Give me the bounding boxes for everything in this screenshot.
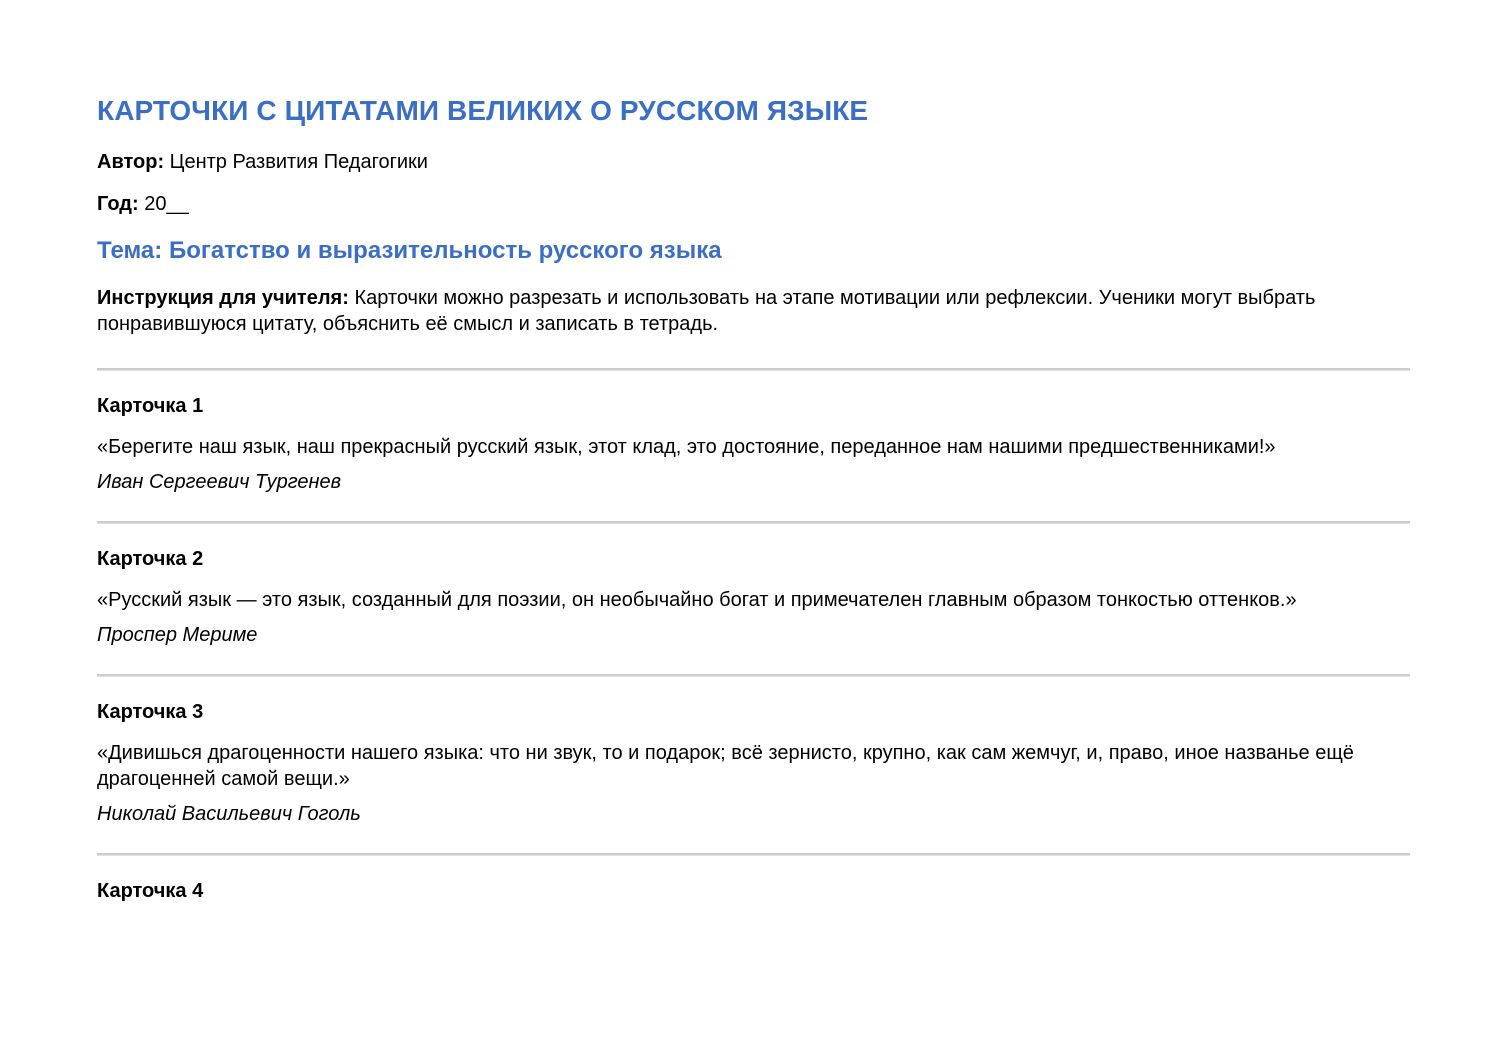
year-label: Год:	[97, 193, 139, 215]
card-4	[97, 878, 1410, 904]
card-title: Карточка 2	[97, 548, 204, 570]
divider	[97, 521, 1410, 524]
document-title: КАРТОЧКИ С ЦИТАТАМИ ВЕЛИКИХ О РУССКОМ ЯЗЫКЕ	[97, 95, 869, 126]
divider	[97, 853, 1410, 856]
author-line	[97, 149, 1410, 175]
card-title: Карточка 4	[97, 880, 204, 902]
card-author: Проспер Мериме	[97, 624, 258, 646]
instruction-text: Карточки можно разрезать и использовать на этапе мотивации или рефлексии. Ученики могут выбрать понравившуюся цитату, объяснить её смысл и записать в тетрадь.	[97, 287, 1316, 335]
card-quote: «Дивишься драгоценности нашего языка: что ни звук, то и подарок; всё зернисто, крупно, как сам жемчуг, и, право, иное названье ещё драгоценней самой вещи.»	[97, 742, 1354, 790]
teacher-instruction	[97, 285, 1410, 337]
card-title: Карточка 1	[97, 395, 204, 417]
document-page	[97, 93, 1410, 904]
card-author: Николай Васильевич Гоголь	[97, 803, 361, 825]
card-title: Карточка 3	[97, 701, 204, 723]
year-value: 20__	[144, 193, 189, 215]
card-quote: «Русский язык — это язык, созданный для поэзии, он необычайно богат и примечателен главным образом тонкостью оттенков.»	[97, 589, 1297, 611]
card-author: Иван Сергеевич Тургенев	[97, 471, 342, 493]
card-quote: «Берегите наш язык, наш прекрасный русский язык, этот клад, это достояние, переданное нам нашими предшественниками!»	[97, 436, 1276, 458]
card-1	[97, 393, 1410, 524]
card-2	[97, 546, 1410, 677]
divider	[97, 674, 1410, 677]
divider	[97, 368, 1410, 371]
author-label: Автор:	[97, 151, 165, 173]
card-3	[97, 699, 1410, 856]
author-value: Центр Развития Педагогики	[169, 151, 428, 173]
instruction-label: Инструкция для учителя:	[97, 287, 349, 309]
year-line	[97, 191, 1410, 217]
topic-heading: Тема: Богатство и выразительность русского языка	[97, 237, 722, 264]
